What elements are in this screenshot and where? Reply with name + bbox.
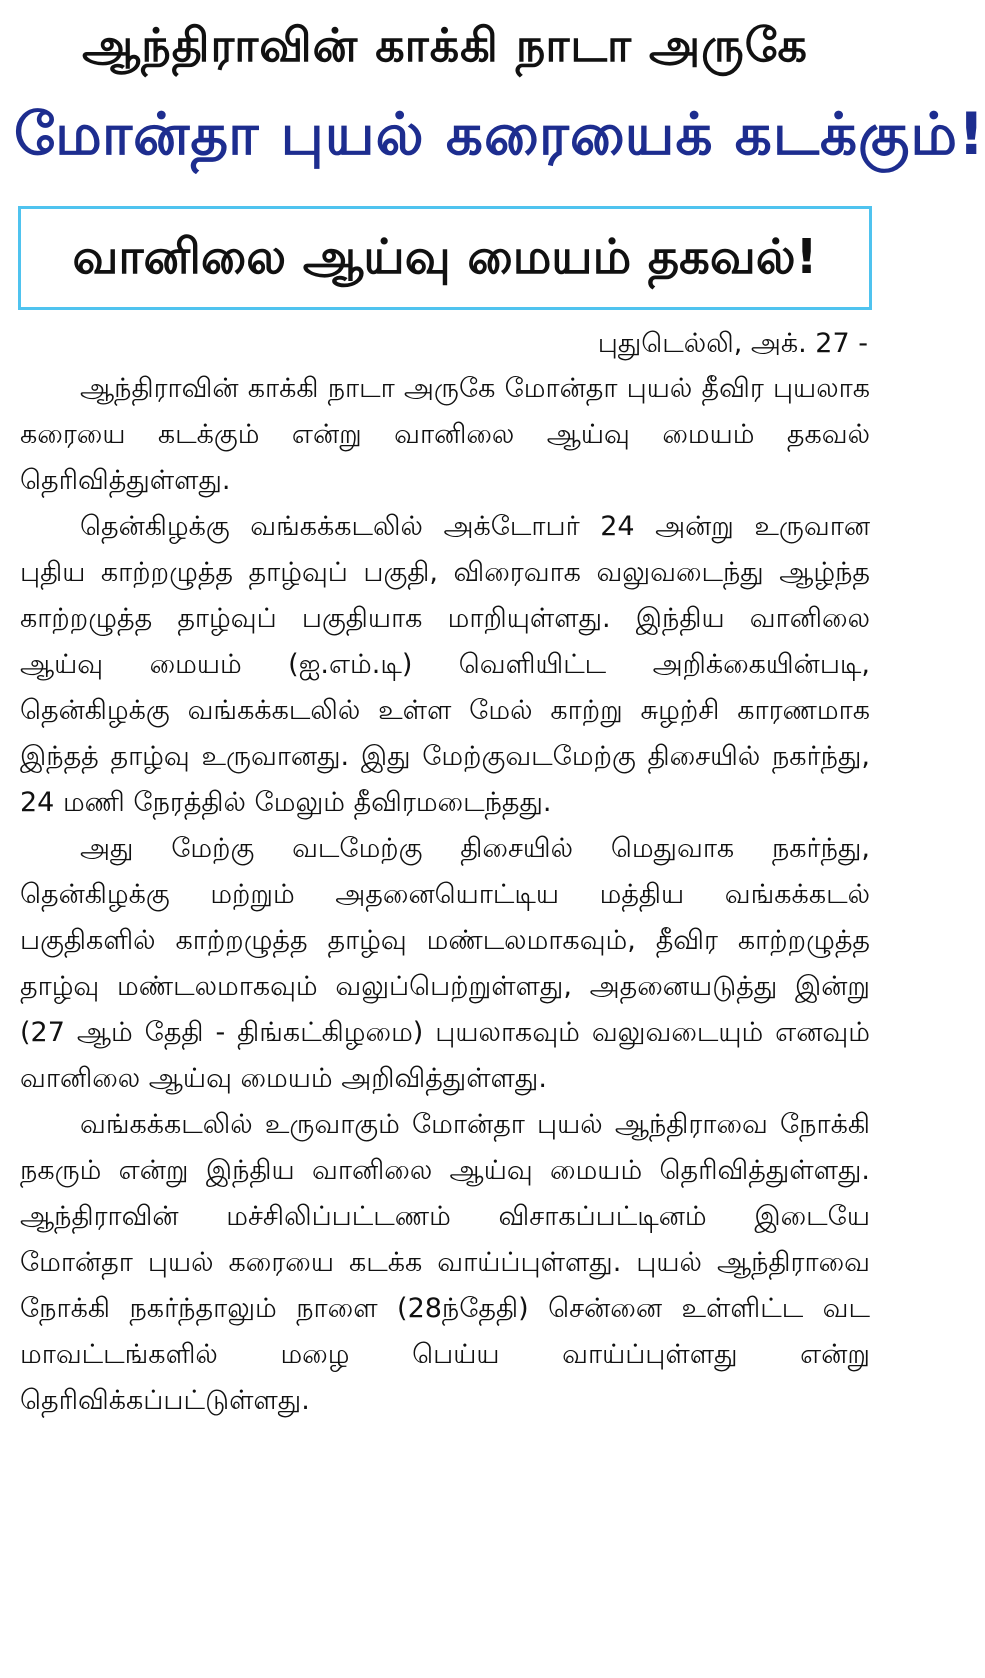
subheadline-box (18, 206, 872, 310)
kicker-headline: ஆந்திராவின் காக்கி நாடா அருகே (82, 18, 808, 72)
paragraph-3: அது மேற்கு வடமேற்கு திசையில் மெதுவாக நகர்ந்து, தென்கிழக்கு மற்றும் அதனையொட்டிய மத்திய வங்கக்கடல் பகுதிகளில் காற்றழுத்த தாழ்வு மண்டலமாகவும், தீவிர காற்றழுத்த தாழ்வு மண்டலமாகவும் வலுப்பெற்றுள்ளது, அதனையடுத்து இன்று (27 ஆம் தேதி - திங்கட்கிழமை) புயலாகவும் வலுவடையும் எனவும் வானிலை ஆய்வு மையம் அறிவித்துள்ளது. (20, 833, 870, 1094)
main-headline: மோன்தா புயல் கரையைக் கடக்கும்! (14, 100, 985, 168)
paragraph-2: தென்கிழக்கு வங்கக்கடலில் அக்டோபர் 24 அன்று உருவான புதிய காற்றழுத்த தாழ்வுப் பகுதி, விரைவாக வலுவடைந்து ஆழ்ந்த காற்றழுத்த தாழ்வுப் பகுதியாக மாறியுள்ளது. இந்திய வானிலை ஆய்வு மையம் (ஐ.எம்.டி) வெளியிட்ட அறிக்கையின்படி, தென்கிழக்கு வங்கக்கடலில் உள்ள மேல் காற்று சுழற்சி காரணமாக இந்தத் தாழ்வு உருவானது. இது மேற்குவடமேற்கு திசையில் நகர்ந்து, 24 மணி நேரத்தில் மேலும் தீவிரமடைந்தது. (20, 511, 870, 818)
dateline: புதுடெல்லி, அக். 27 - (597, 328, 868, 359)
paragraph-4: வங்கக்கடலில் உருவாகும் மோன்தா புயல் ஆந்திராவை நோக்கி நகரும் என்று இந்திய வானிலை ஆய்வு மையம் தெரிவித்துள்ளது. ஆந்திராவின் மச்சிலிப்பட்டணம் விசாகப்பட்டினம் இடையே மோன்தா புயல் கரையை கடக்க வாய்ப்புள்ளது. புயல் ஆந்திராவை நோக்கி நகர்ந்தாலும் நாளை (28ந்தேதி) சென்னை உள்ளிட்ட வட மாவட்டங்களில் மழை பெய்ய வாய்ப்புள்ளது என்று தெரிவிக்கப்பட்டுள்ளது. (20, 1109, 870, 1416)
article-body (14, 366, 876, 1424)
subheadline: வானிலை ஆய்வு மையம் தகவல்! (72, 229, 818, 285)
paragraph-1: ஆந்திராவின் காக்கி நாடா அருகே மோன்தா புயல் தீவிர புயலாக கரையை கடக்கும் என்று வானிலை ஆய்வு மையம் தகவல் தெரிவித்துள்ளது. (20, 373, 870, 496)
